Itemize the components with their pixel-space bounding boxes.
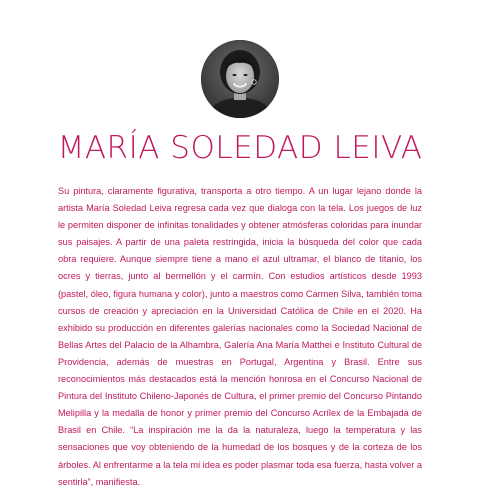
portrait-photo-icon xyxy=(201,40,279,118)
artist-biography: Su pintura, claramente figurativa, transporta a otro tiempo. A un lugar lejano donde la artista María Soledad Leiva regresa cada vez que dialoga con la tela. Los juegos de luz le permiten disponer de infinitas tonalidades y obtener atmósferas coloridas para inundar sus paisajes. A partir de una paleta restringida, inicia la búsqueda del color que cada obra requiere. Aunque siempre tiene a mano el azul ultramar, el blanco de titanio, los ocres y tierras, junto al bermellón y el carmín. Con estudios artísticos desde 1993 (pastel, óleo, figura humana y color), junto a maestros como Carmen Silva, también toma cursos de creación y apreciación en la Universidad Católica de Chile en el 2020. Ha exhibido su producción en diferentes galerías nacionales como la Sociedad Nacional de Bellas Artes del Palacio de la Alhambra, Galería Ana María Matthei e Instituto Cultural de Providencia, además de muestras en Portugal, Argentina y Brasil. Entre sus reconocimientos más destacados está la mención honrosa en el Concurso Nacional de Pintura del Instituto Chileno-Japonés de Cultura, el primer premio del Concurso Pintando Melipilla y la medalla de honor y primer premio del Concurso Acrílex de la Embajada de Brasil en Chile. “La inspiración me la da la naturaleza, luego la temperatura y las sensaciones que voy obteniendo de la humedad de los bosques y de la corteza de los árboles. Al enfrentarme a la tela mi idea es poder plasmar toda esa fuerza, hasta volver a sentirla”, manifiesta. xyxy=(58,186,422,487)
artist-name-heading: MARÍA SOLEDAD LEIVA xyxy=(57,130,423,166)
artist-portrait xyxy=(201,40,279,118)
